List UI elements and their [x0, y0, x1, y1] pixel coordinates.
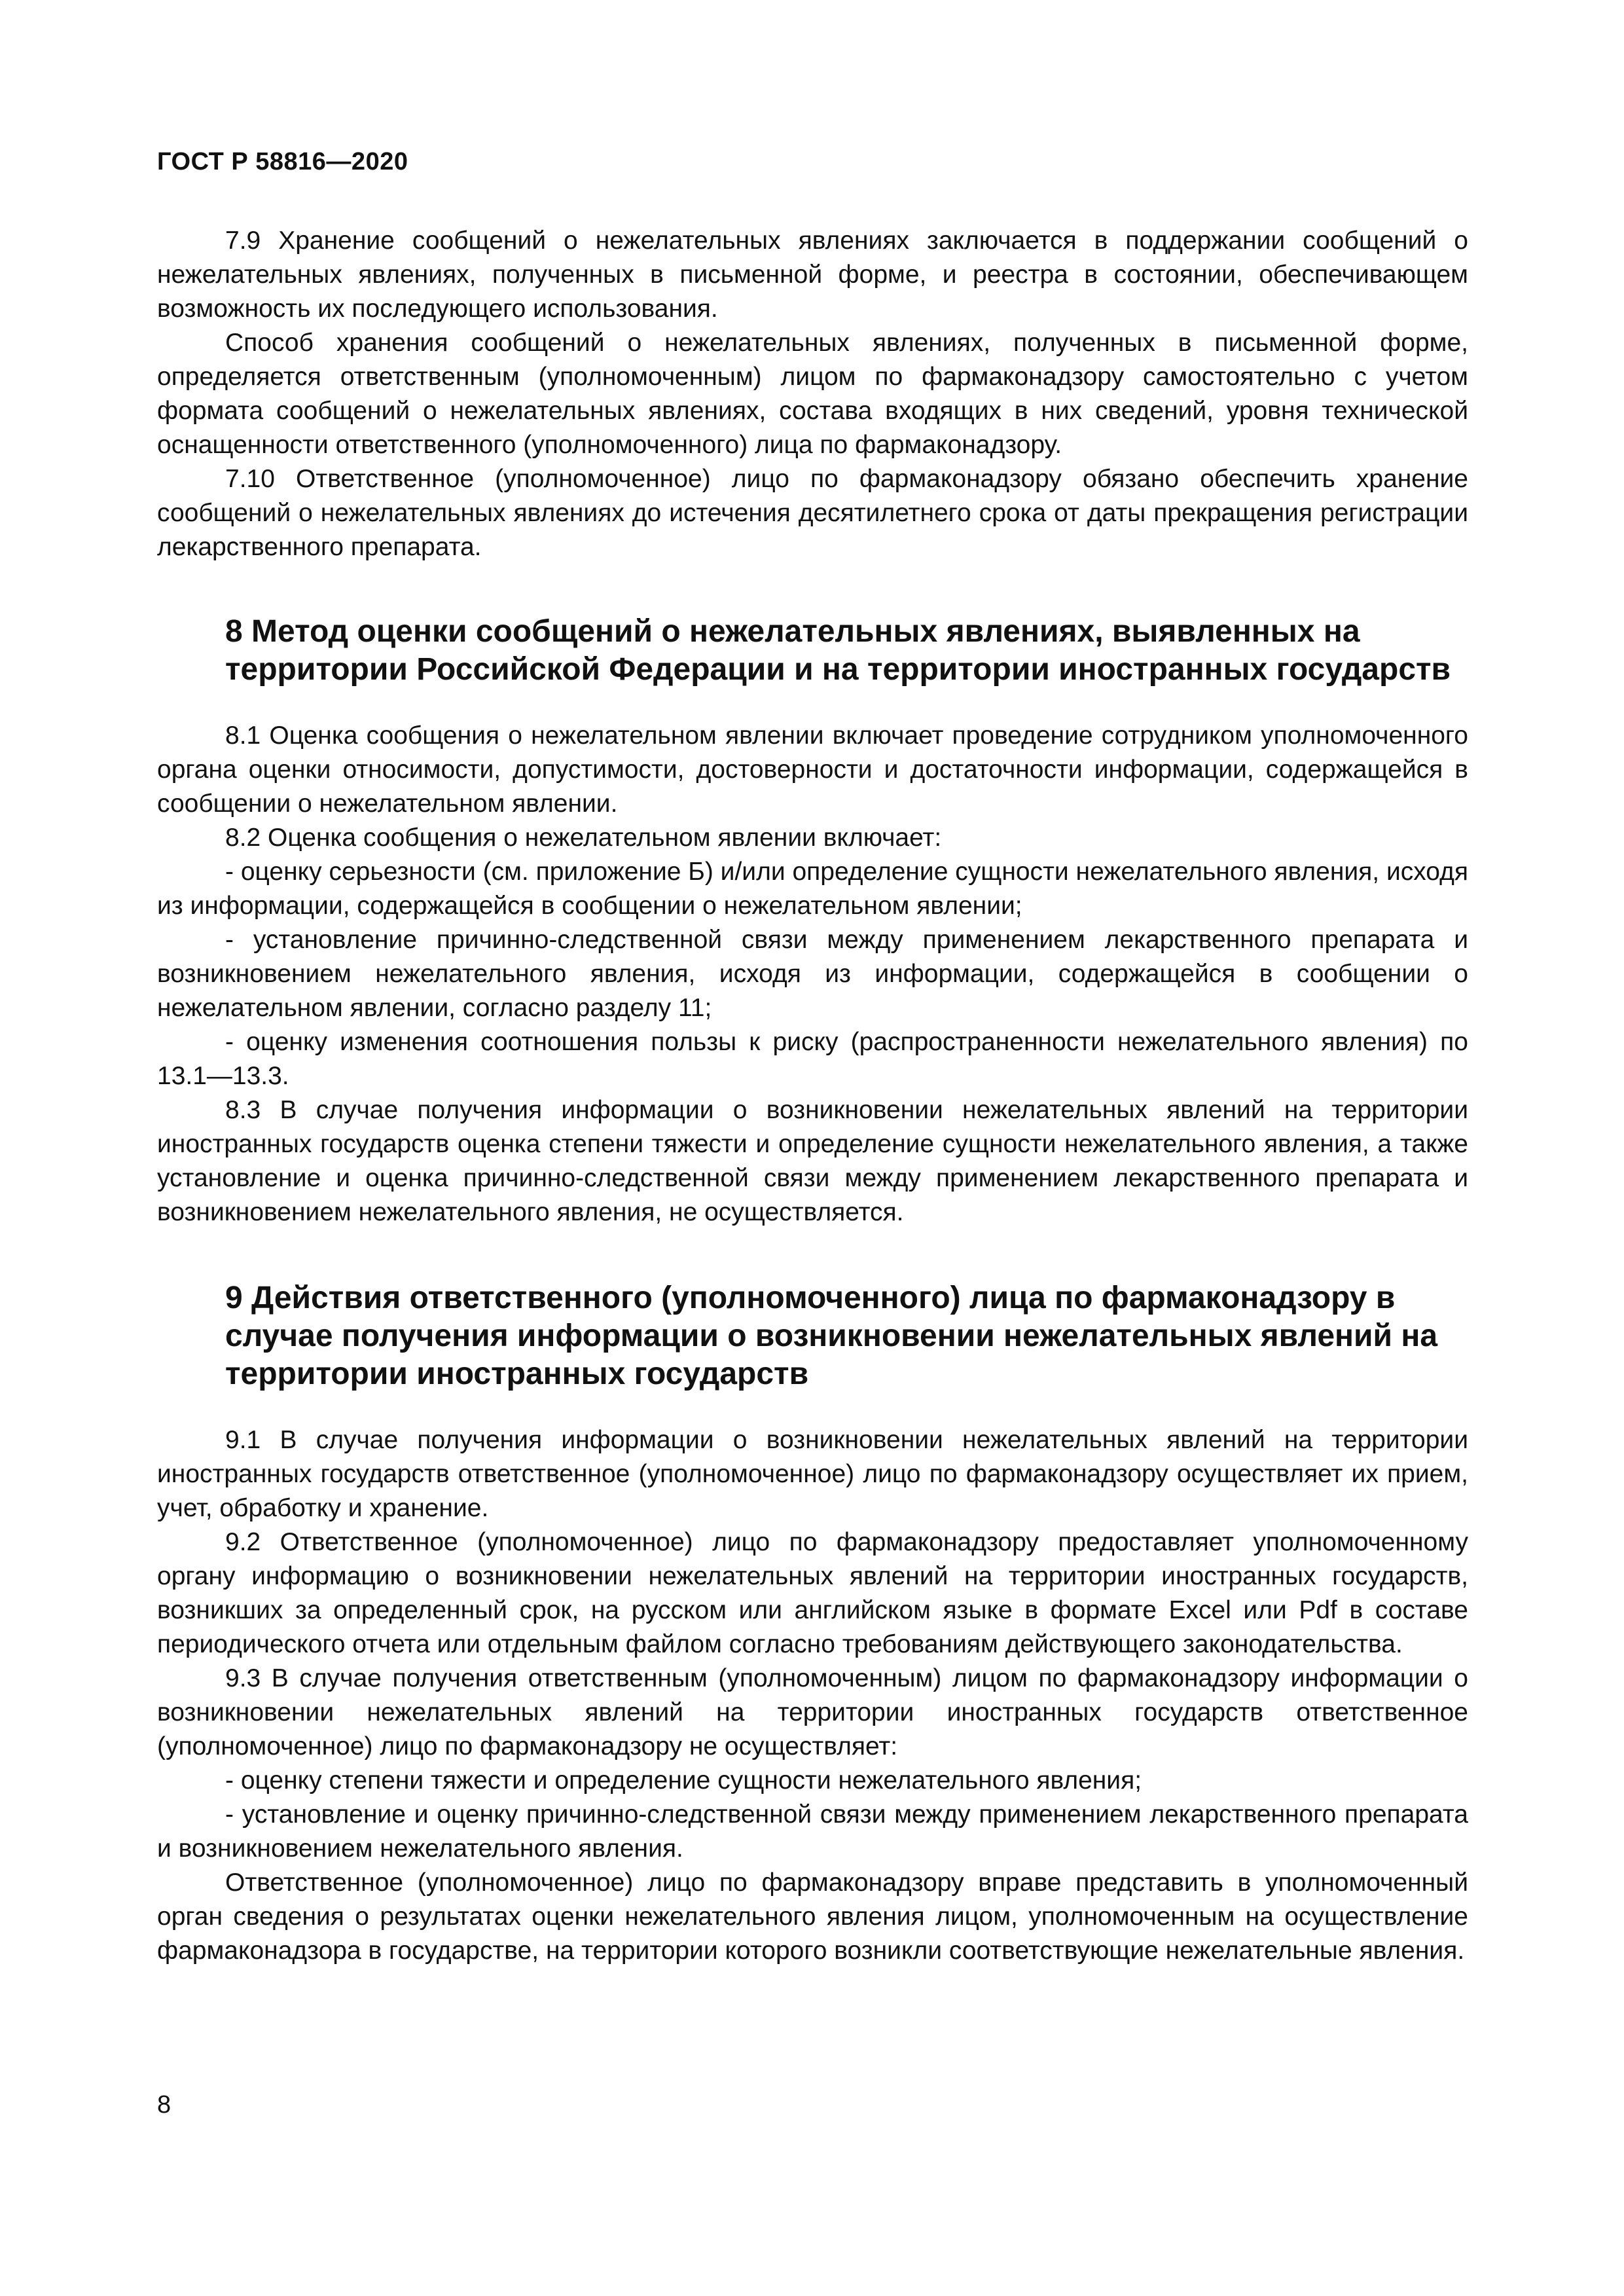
paragraph-8-1: 8.1 Оценка сообщения о нежелательном явлении включает проведение сотрудником уполномоченного органа оценки относимости, допустимости, достоверности и достаточности информации, содержащейся в сообщении о нежелательном явлении. — [157, 721, 1468, 818]
paragraph-storage-method: Способ хранения сообщений о нежелательных явлениях, полученных в письменной форме, определяется ответственным (уполномоченным) лицом по фармаконадзору самостоятельно с учетом формата сообщений о нежелательных явлениях, состава входящих в них сведений, уровня технической оснащенности ответственного (уполномоченного) лица по фармаконадзору. — [157, 329, 1468, 459]
section-9-heading: 9 Действия ответственного (уполномоченного) лица по фармаконадзору в случае получения информации о возникновении нежелательных явлений на территории иностранных государств — [225, 1281, 1438, 1391]
paragraph-9-final: Ответственное (уполномоченное) лицо по фармаконадзору вправе представить в уполномоченный орган сведения о результатах оценки нежелательного явления лицом, уполномоченным на осуществление фармаконадзора в государстве, на территории которого возникли соответствующие нежелательные явления. — [157, 1868, 1468, 1965]
document-body — [157, 224, 1468, 1968]
list-item-8-2-b: - установление причинно-следственной связи между применением лекарственного препарата и возникновением нежелательного явления, исходя из информации, содержащейся в сообщении о нежелательном явлении, согласно разделу 11; — [157, 926, 1468, 1022]
section-8-heading: 8 Метод оценки сообщений о нежелательных явлениях, выявленных на территории Российской Федерации и на территории иностранных государств — [225, 614, 1451, 687]
paragraph-8-3: 8.3 В случае получения информации о возникновении нежелательных явлений на территории иностранных государств оценка степени тяжести и определение сущности нежелательного явления, а также установление и оценка причинно-следственной связи между применением лекарственного препарата и возникновением нежелательного явления, не осуществляется. — [157, 1096, 1468, 1226]
paragraph-9-3: 9.3 В случае получения ответственным (уполномоченным) лицом по фармаконадзору информации о возникновении нежелательных явлений на территории иностранных государств ответственное (уполномоченное) лицо по фармаконадзору не осуществляет: — [157, 1664, 1468, 1760]
paragraph-8-2: 8.2 Оценка сообщения о нежелательном явлении включает: — [225, 824, 942, 852]
list-item-8-2-c: - оценку изменения соотношения пользы к риску (распространенности нежелательного явления) по 13.1—13.3. — [157, 1028, 1468, 1090]
list-item-9-3-a: - оценку степени тяжести и определение сущности нежелательного явления; — [225, 1766, 1142, 1795]
paragraph-9-2: 9.2 Ответственное (уполномоченное) лицо по фармаконадзору предоставляет уполномоченному органу информацию о возникновении нежелательных явлений на территории иностранных государств, возникших за определенный срок, на русском или английском языке в формате Excel или Pdf в составе периодического отчета или отдельным файлом согласно требованиям действующего законодательства. — [157, 1528, 1468, 1658]
document-header-code: ГОСТ Р 58816—2020 — [157, 148, 408, 175]
list-item-8-2-a: - оценку серьезности (см. приложение Б) и/или определение сущности нежелательного явления, исходя из информации, содержащейся в сообщении о нежелательном явлении; — [157, 858, 1468, 920]
paragraph-7-9: 7.9 Хранение сообщений о нежелательных явлениях заключается в поддержании сообщений о нежелательных явлениях, полученных в письменной форме, и реестра в состоянии, обеспечивающем возможность их последующего использования. — [157, 227, 1468, 323]
page-number: 8 — [157, 2091, 171, 2119]
list-item-9-3-b: - установление и оценку причинно-следственной связи между применением лекарственного препарата и возникновением нежелательного явления. — [157, 1800, 1468, 1863]
paragraph-9-1: 9.1 В случае получения информации о возникновении нежелательных явлений на территории иностранных государств ответственное (уполномоченное) лицо по фармаконадзору осуществляет их прием, учет, обработку и хранение. — [157, 1426, 1468, 1522]
paragraph-7-10: 7.10 Ответственное (уполномоченное) лицо по фармаконадзору обязано обеспечить хранение сообщений о нежелательных явлениях до истечения десятилетнего срока от даты прекращения регистрации лекарственного препарата. — [157, 465, 1468, 561]
